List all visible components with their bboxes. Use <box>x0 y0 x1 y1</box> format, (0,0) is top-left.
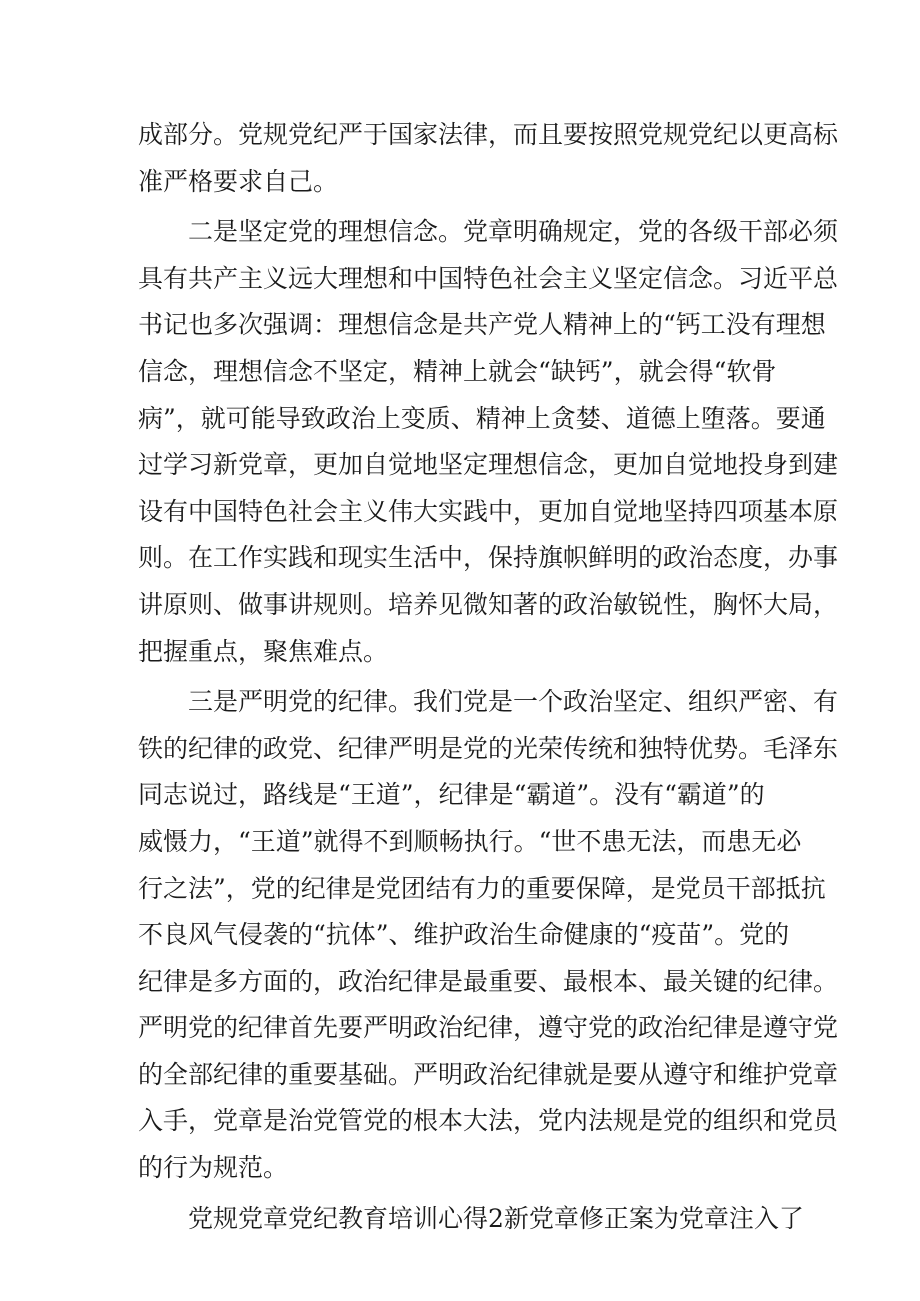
text-line: 则。在工作实践和现实生活中，保持旗帜鲜明的政治态度，办事 <box>138 543 839 573</box>
text-line: 过学习新党章，更加自觉地坚定理想信念，更加自觉地投身到建 <box>138 450 839 480</box>
text-line: 书记也多次强调：理想信念是共产党人精神上的“钙工没有理想 <box>138 310 826 340</box>
document-body <box>138 112 839 1242</box>
text-line: 把握重点，聚焦难点。 <box>138 636 389 666</box>
paragraph-start-line: 三是严明党的纪律。我们党是一个政治坚定、组织严密、有 <box>188 687 839 717</box>
paragraph-start-line: 二是坚定党的理想信念。党章明确规定，党的各级干部必须 <box>188 217 839 247</box>
text-line: 的全部纪律的重要基础。严明政治纪律就是要从遵守和维护党章 <box>138 1059 839 1089</box>
text-line: 成部分。党规党纪严于国家法律，而且要按照党规党纪以更高标 <box>138 120 839 149</box>
text-line: 入手，党章是治党管党的根本大法，党内法规是党的组织和党员 <box>138 1106 839 1136</box>
text-line: 严明党的纪律首先要严明政治纪律，遵守党的政治纪律是遵守党 <box>138 1013 839 1043</box>
text-line: 行之法”，党的纪律是党团结有力的重要保障，是党员干部抵抗 <box>138 873 826 903</box>
text-line: 同志说过，路线是“王道”，纪律是“霸道”。没有“霸道”的 <box>138 780 765 810</box>
text-line: 讲原则、做事讲规则。培养见微知著的政治敏锐性，胸怀大局， <box>138 589 839 619</box>
text-line: 设有中国特色社会主义伟大实践中，更加自觉地坚持四项基本原 <box>138 496 839 526</box>
text-line: 具有共产主义远大理想和中国特色社会主义坚定信念。习近平总 <box>138 263 839 293</box>
text-line: 铁的纪律的政党、纪律严明是党的光荣传统和独特优势。毛泽东 <box>138 733 839 763</box>
text-line: 病”，就可能导致政治上变质、精神上贪婪、道德上堕落。要通 <box>138 403 826 433</box>
paragraph-start-line: 党规党章党纪教育培训心得2新党章修正案为党章注入了 <box>188 1203 804 1233</box>
text-line: 信念，理想信念不坚定，精神上就会“缺钙”，就会得“软骨 <box>138 356 777 386</box>
text-line: 纪律是多方面的，政治纪律是最重要、最根本、最关键的纪律。 <box>138 966 839 996</box>
text-line: 准严格要求自己。 <box>138 166 339 196</box>
text-line: 的行为规范。 <box>138 1153 289 1183</box>
text-line: 不良风气侵袭的“抗体”、维护政治生命健康的“疫苗”。党的 <box>138 920 790 950</box>
text-line: 威慑力，“王道”就得不到顺畅执行。“世不患无法，而患无必 <box>138 826 802 856</box>
